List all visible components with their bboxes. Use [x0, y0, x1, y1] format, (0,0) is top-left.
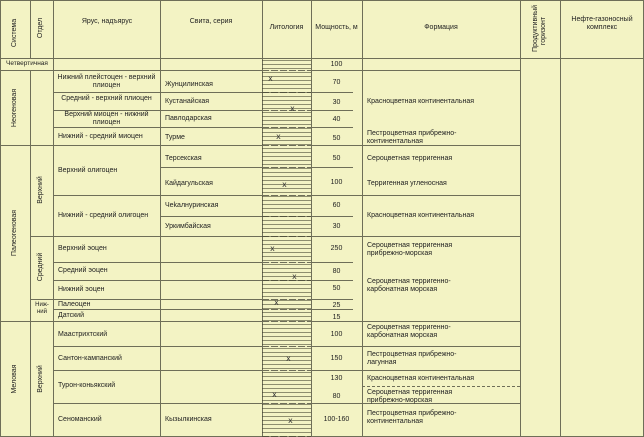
stage-cell: Средний эоцен	[58, 267, 108, 274]
suite-cell: Чеkалнуринская	[165, 202, 219, 209]
stage-cell: Турон-коньякский	[58, 382, 116, 389]
division-middle-paleogene: Средний	[37, 252, 44, 282]
stage-cell: Средний - верхний плиоцен	[61, 95, 152, 102]
lithology-symbol: x	[276, 132, 281, 141]
stage-cell: Верхний миоцен - нижний плиоцен	[64, 111, 149, 126]
header-bottom-line	[0, 58, 644, 59]
lithology-symbol: x	[272, 390, 277, 399]
row-line	[160, 167, 353, 168]
thickness-cell: 60	[332, 202, 341, 209]
lithology-symbol: x	[268, 74, 273, 83]
system-quaternary: Четвертичная	[6, 60, 48, 67]
col-line	[160, 0, 161, 437]
stage-cell: Верхний олигоцен	[58, 167, 118, 174]
formation-cell: Сероцветная терригенная прибрежно-морская	[367, 389, 453, 404]
suite-cell: Терсекская	[165, 155, 202, 162]
col-line	[30, 0, 31, 59]
thickness-cell: 250	[330, 245, 343, 252]
header-suite: Свита, серия	[189, 18, 233, 25]
thickness-cell: 100	[330, 331, 343, 338]
thickness-cell: 30	[332, 99, 341, 106]
formation-cell: Красноцветная континентальная	[367, 98, 475, 105]
lithology-symbol: x	[286, 354, 291, 363]
stage-cell: Верхний эоцен	[58, 245, 107, 252]
header-system: Система	[11, 18, 18, 48]
col-line	[520, 0, 521, 437]
formation-cell: Сероцветная терригенная	[367, 155, 453, 162]
lithology-symbol: x	[270, 244, 275, 253]
lithology-symbol: x	[288, 416, 293, 425]
table-border-top	[0, 0, 644, 1]
stage-cell: Нижний плейстоцен - верхний плиоцен	[57, 74, 156, 89]
col-line	[53, 0, 54, 437]
suite-cell: Кустанайская	[165, 98, 210, 105]
header-lithology: Литология	[269, 24, 304, 31]
formation-cell: Красноцветная континентальная	[367, 375, 475, 382]
header-oilgas: Нефте-газоносный комплекс	[571, 16, 633, 31]
stage-cell: Нижний эоцен	[58, 286, 105, 293]
lithology-symbol: x	[282, 180, 287, 189]
formation-cell: Красноцветная континентальная	[367, 212, 475, 219]
stage-cell: Датский	[58, 312, 84, 319]
thickness-cell: 100	[330, 179, 343, 186]
stage-cell: Сантон-кампанский	[58, 355, 122, 362]
header-thickness: Мощность, м	[315, 24, 358, 31]
stage-cell: Сеноманский	[58, 416, 102, 423]
col-line	[560, 0, 561, 437]
thickness-cell: 70	[332, 79, 341, 86]
division-lower-paleogene: Ниж-ний	[35, 302, 49, 315]
row-line	[0, 70, 520, 71]
thickness-cell: 80	[332, 268, 341, 275]
thickness-cell: 25	[332, 302, 341, 309]
suite-cell: Уркимбайская	[165, 223, 211, 230]
formation-cell: Пестроцветная прибрежно-лагунная	[367, 351, 457, 366]
stage-cell: Нижний - средний олигоцен	[58, 212, 149, 219]
formation-cell: Пестроцветная прибрежно-континентальная	[367, 130, 457, 145]
row-line	[160, 216, 353, 217]
thickness-cell: 50	[332, 135, 341, 142]
thickness-cell: 50	[332, 155, 341, 162]
header-division: Отдел	[37, 17, 44, 39]
formation-cell: Пестроцветная прибрежно-континентальная	[367, 410, 457, 425]
formation-cell: Сероцветная терригенно-карбонатная морская	[367, 324, 451, 339]
thickness-cell: 30	[332, 223, 341, 230]
lithology-symbol: x	[274, 298, 279, 307]
thickness-cell: 100-160	[323, 416, 350, 423]
suite-cell: Кайдагульская	[165, 180, 213, 187]
thickness-cell: 130	[330, 375, 343, 382]
col-line	[362, 0, 363, 437]
suite-cell: Кызылкинская	[165, 416, 212, 423]
stage-cell: Палеоцен	[58, 301, 91, 308]
system-neogene: Неогеновая	[11, 88, 18, 128]
system-cretaceous: Меловая	[11, 364, 18, 394]
thickness-cell: 150	[330, 355, 343, 362]
system-paleogene: Палеогеновая	[11, 209, 18, 257]
lithology-symbol: x	[290, 104, 295, 113]
lithology-column	[262, 59, 311, 437]
thickness-cell: 50	[332, 285, 341, 292]
thickness-cell: 100	[330, 61, 343, 68]
stage-cell: Нижний - средний миоцен	[58, 133, 143, 140]
division-upper-cretaceous: Верхний	[37, 365, 44, 393]
thickness-cell: 15	[332, 314, 341, 321]
division-upper-paleogene: Верхний	[37, 176, 44, 204]
header-stage: Ярус, надъярус	[81, 18, 133, 25]
header-productive: Продуктивный горизонт	[532, 4, 547, 52]
dashed-row-line	[362, 386, 520, 387]
lithology-symbol: x	[292, 272, 297, 281]
formation-cell: Сероцветная терригенно-карбонатная морская	[367, 278, 451, 293]
col-line	[30, 70, 31, 437]
suite-cell: Жунцилинская	[165, 81, 213, 88]
row-line	[0, 321, 520, 322]
formation-cell: Терригенная угленосная	[367, 180, 447, 187]
formation-cell: Сероцветная терригенная прибрежно-морская	[367, 242, 453, 257]
header-formation: Формация	[424, 24, 458, 31]
thickness-cell: 40	[332, 116, 341, 123]
suite-cell: Павлодарская	[165, 115, 212, 122]
stage-cell: Маастрихтский	[58, 331, 108, 338]
suite-cell: Турме	[165, 134, 185, 141]
thickness-cell: 80	[332, 393, 341, 400]
